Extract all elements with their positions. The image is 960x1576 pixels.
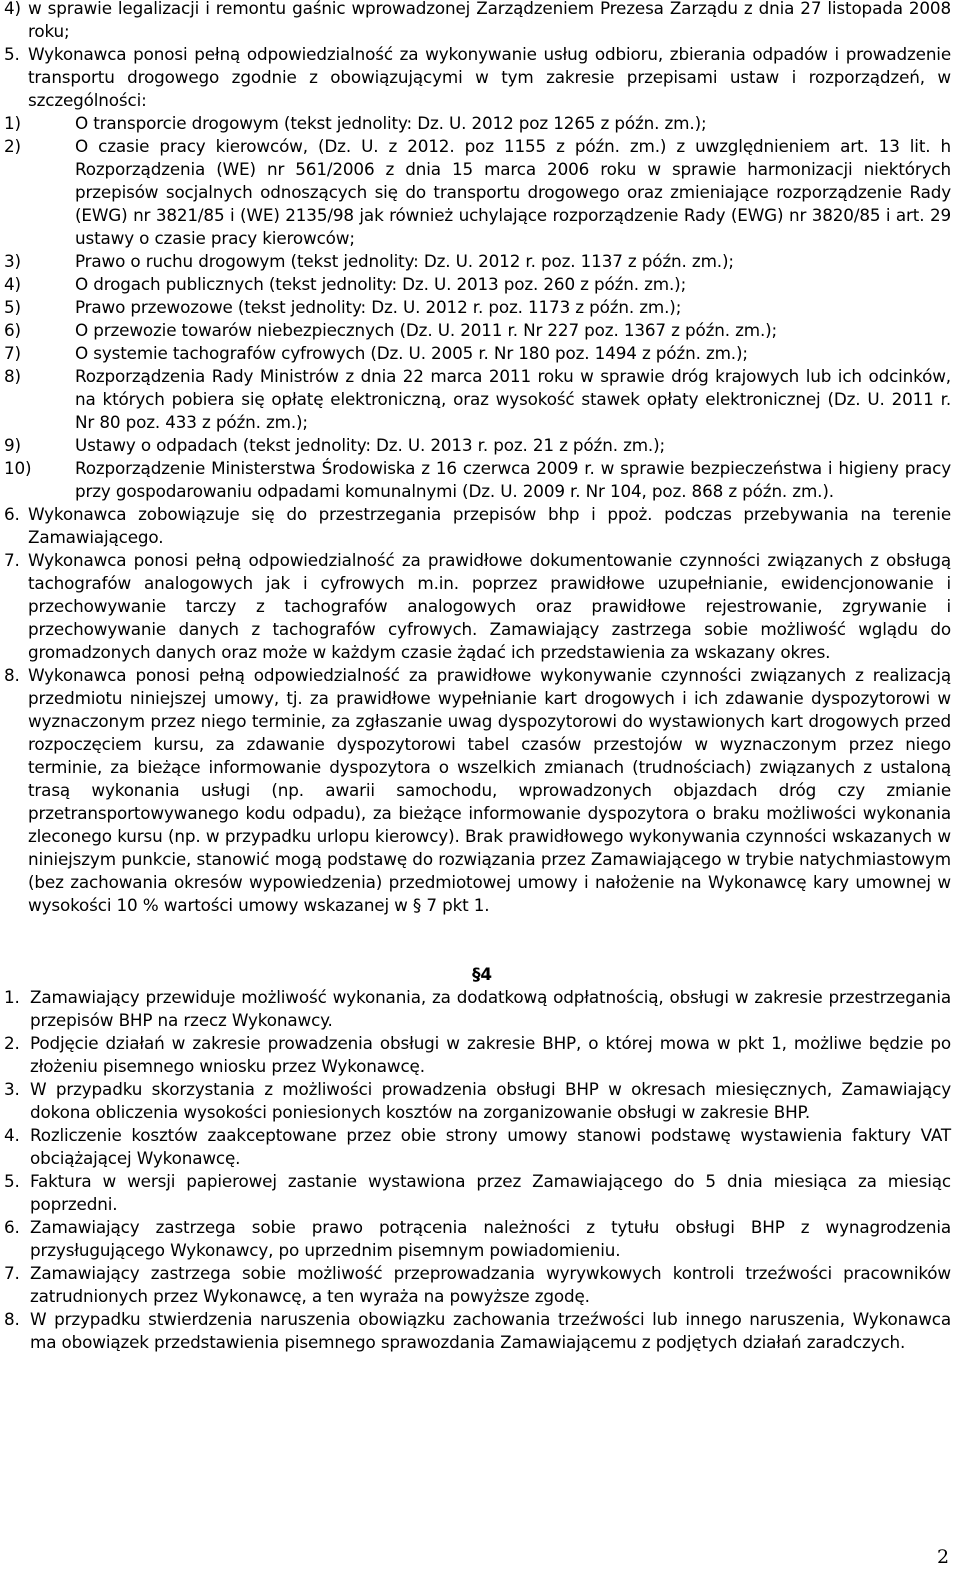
item-text: Zamawiający zastrzega sobie możliwość przeprowadzania wyrywkowych kontroli trzeźwości pracowników zatrudnionych przez Wykonawcę, a ten wyraża na powyższe zgodę.: [30, 1263, 951, 1306]
item-text: Prawo o ruchu drogowym (tekst jednolity: Dz. U. 2012 r. poz. 1137 z późn. zm.);: [75, 251, 734, 271]
item-number: 7): [4, 343, 21, 363]
item-text: O czasie pracy kierowców, (Dz. U. z 2012. poz 1155 z późn. zm.) z uwzględnieniem art. 13 lit. h Rozporządzenia (WE) nr 561/2006 z dnia 15 marca 2006 roku w sprawie harmonizacji niektórych przepisów socjalnych odnoszących się do transportu drogowego oraz zmieniające rozporządzenie Rady (EWG) nr 3821/85 i (WE) 2135/98 jak również uchylające rozporządzenie Rady (EWG) nr 3820/85 i art. 29 ustawy o czasie pracy kierowców;: [75, 136, 951, 248]
list-item: [4, 1032, 951, 1078]
item-text: Ustawy o odpadach (tekst jednolity: Dz. U. 2013 r. poz. 21 z późn. zm.);: [75, 435, 666, 455]
list-item: [4, 1078, 951, 1124]
list-item: [4, 457, 951, 503]
item-text: O drogach publicznych (tekst jednolity: Dz. U. 2013 poz. 260 z późn. zm.);: [75, 274, 687, 294]
item-text: W przypadku skorzystania z możliwości prowadzenia obsługi BHP w okresach miesięcznych, Zamawiający dokona obliczenia wysokości poniesionych kosztów na zorganizowanie obsługi w zakresie BHP.: [30, 1079, 951, 1122]
list-item: [4, 1308, 951, 1354]
item-text: w sprawie legalizacji i remontu gaśnic wprowadzonej Zarządzeniem Prezesa Zarządu z dnia 27 listopada 2008 roku;: [28, 0, 951, 41]
numbered-list: [0, 986, 960, 1354]
item-number: 7.: [4, 1263, 20, 1283]
list-item: [4, 112, 951, 135]
list-item: [4, 43, 951, 112]
item-text: W przypadku stwierdzenia naruszenia obowiązku zachowania trzeźwości lub innego naruszenia, Wykonawca ma obowiązek przedstawienia pisemnego sprawozdania Zamawiającemu z podjętych działań zaradczych.: [30, 1309, 951, 1352]
list-item: [4, 0, 951, 43]
item-number: 8.: [4, 1309, 20, 1329]
item-text: Zamawiający zastrzega sobie prawo potrącenia należności z tytułu obsługi BHP z wynagrodzenia przysługującego Wykonawcy, po uprzednim pisemnym powiadomieniu.: [30, 1217, 951, 1260]
item-number: 5.: [4, 44, 20, 64]
item-text: Prawo przewozowe (tekst jednolity: Dz. U. 2012 r. poz. 1173 z późn. zm.);: [75, 297, 682, 317]
page-number: 2: [937, 1546, 950, 1568]
item-text: Rozporządzenie Ministerstwa Środowiska z 16 czerwca 2009 r. w sprawie bezpieczeństwa i higieny pracy przy gospodarowaniu odpadami komunalnymi (Dz. U. 2009 r. Nr 104, poz. 868 z późn. zm.).: [75, 458, 951, 501]
list-item: [4, 1170, 951, 1216]
item-number: 9): [4, 435, 21, 455]
item-number: 1.: [4, 987, 20, 1007]
item-number: 8): [4, 366, 21, 386]
item-text: Zamawiający przewiduje możliwość wykonania, za dodatkową odpłatnością, obsługi w zakresie przestrzegania przepisów BHP na rzecz Wykonawcy.: [30, 987, 951, 1030]
list-item: [4, 503, 951, 549]
item-text: Rozliczenie kosztów zaakceptowane przez obie strony umowy stanowi podstawę wystawienia faktury VAT obciążającej Wykonawcę.: [30, 1125, 951, 1168]
item-number: 1): [4, 113, 21, 133]
item-number: 6.: [4, 504, 20, 524]
list-item: [4, 434, 951, 457]
item-number: 4): [4, 0, 21, 18]
item-number: 3): [4, 251, 21, 271]
item-text: Wykonawca ponosi pełną odpowiedzialność za prawidłowe wykonywanie czynności związanych z realizacją przedmiotu niniejszej umowy, tj. za prawidłowe wypełnianie kart drogowych i ich zdawanie dyspozytorowi w wyznaczonym przez niego terminie, za zgłaszanie uwag dyspozytorowi do wystawionych kart drogowych przed rozpoczęciem kursu, za zdawanie dyspozytorowi tabel czasów przestojów w wyznaczonym przez niego terminie, za bieżące informowanie dyspozytora o wszelkich zmianach (trudnościach) związanych z ustaloną trasą wykonania usługi (np. awarii samochodu, wprowadzonych objazdach dróg czy zmianie przetransportowywanego kodu odpadu), za bieżące informowanie dyspozytora o braku możliwości wykonania zleconego kursu (np. w przypadku urlopu kierowcy). Brak prawidłowego wykonywania czynności wskazanych w niniejszym punkcie, stanowić mogą podstawę do rozwiązania przez Zamawiającego w trybie natychmiastowym (bez zachowania okresów wypowiedzenia) przedmiotowej umowy i nałożenie na Wykonawcę kary umownej w wysokości 10 % wartości umowy wskazanej w § 7 pkt 1.: [28, 665, 951, 915]
list-item: [4, 1124, 951, 1170]
list-item: [4, 1262, 951, 1308]
list-item: [4, 250, 951, 273]
item-number: 4.: [4, 1125, 20, 1145]
item-number: 4): [4, 274, 21, 294]
item-text: O systemie tachografów cyfrowych (Dz. U. 2005 r. Nr 180 poz. 1494 z późn. zm.);: [75, 343, 748, 363]
item-text: Wykonawca ponosi pełną odpowiedzialność za prawidłowe dokumentowanie czynności związanych z obsługą tachografów analogowych jak i cyfrowych m.in. poprzez prawidłowe uzupełnianie, ewidencjonowanie i przechowywanie tarczy z tachografów analogowych oraz prawidłowe rejestrowanie, zgrywanie i przechowywanie danych z tachografów cyfrowych. Zamawiający zastrzega sobie możliwość wglądu do gromadzonych danych oraz może w każdym czasie żądać ich przedstawienia za wskazany okres.: [28, 550, 951, 662]
sub-list: [0, 112, 960, 503]
list-item: [4, 135, 951, 250]
list-item: [4, 986, 951, 1032]
section-heading: §4: [472, 964, 492, 984]
list-item: [4, 319, 951, 342]
list-item: [4, 342, 951, 365]
list-item: [4, 1216, 951, 1262]
item-text: Faktura w wersji papierowej zastanie wystawiona przez Zamawiającego do 5 dnia miesiąca za miesiąc poprzedni.: [30, 1171, 951, 1214]
item-number: 6): [4, 320, 21, 340]
item-number: 7.: [4, 550, 20, 570]
item-number: 3.: [4, 1079, 20, 1099]
item-number: 5.: [4, 1171, 20, 1191]
item-number: 8.: [4, 665, 20, 685]
list-item: [4, 664, 951, 917]
item-text: O przewozie towarów niebezpiecznych (Dz. U. 2011 r. Nr 227 poz. 1367 z późn. zm.);: [75, 320, 778, 340]
blank-line: [0, 917, 960, 940]
list-item: [4, 549, 951, 664]
item-number: 6.: [4, 1217, 20, 1237]
item-text: Wykonawca ponosi pełną odpowiedzialność za wykonywanie usług odbioru, zbierania odpadów i prowadzenie transportu drogowego zgodnie z obowiązującymi w tym zakresie przepisami ustaw i rozporządzeń, w szczególności:: [28, 44, 951, 110]
item-text: Podjęcie działań w zakresie prowadzenia obsługi w zakresie BHP, o której mowa w pkt 1, możliwe będzie po złożeniu pisemnego wniosku przez Wykonawcę.: [30, 1033, 951, 1076]
item-text: Wykonawca zobowiązuje się do przestrzegania przepisów bhp i ppoż. podczas przebywania na terenie Zamawiającego.: [28, 504, 951, 547]
list-item: [4, 365, 951, 434]
item-number: 2.: [4, 1033, 20, 1053]
list-item: [4, 273, 951, 296]
numbered-list: [0, 503, 960, 917]
item-text: Rozporządzenia Rady Ministrów z dnia 22 marca 2011 roku w sprawie dróg krajowych lub ich odcinków, na których pobiera się opłatę elektroniczną, oraz wysokość stawek opłaty elektronicznej (Dz. U. 2011 r. Nr 80 poz. 433 z późn. zm.);: [75, 366, 951, 432]
item-text: O transporcie drogowym (tekst jednolity: Dz. U. 2012 poz 1265 z późn. zm.);: [75, 113, 707, 133]
list-item: [4, 296, 951, 319]
item-number: 5): [4, 297, 21, 317]
item-number: 10): [4, 458, 32, 478]
item-number: 2): [4, 136, 21, 156]
